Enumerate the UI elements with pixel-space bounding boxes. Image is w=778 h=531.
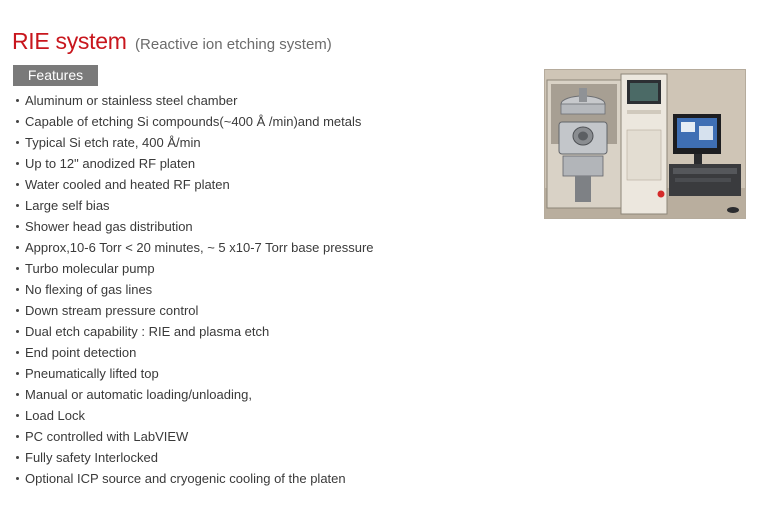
feature-text: Up to 12" anodized RF platen	[25, 156, 196, 171]
feature-item	[16, 237, 374, 258]
bullet-icon	[16, 225, 19, 228]
page-subtitle: (Reactive ion etching system)	[135, 36, 332, 53]
feature-item	[16, 216, 374, 237]
feature-text: Load Lock	[25, 408, 85, 423]
feature-item	[16, 300, 374, 321]
feature-list	[16, 90, 374, 489]
feature-text: Large self bias	[25, 198, 110, 213]
feature-item	[16, 279, 374, 300]
feature-text: Water cooled and heated RF platen	[25, 177, 230, 192]
feature-item	[16, 363, 374, 384]
bullet-icon	[16, 99, 19, 102]
feature-text: Fully safety Interlocked	[25, 450, 158, 465]
feature-item	[16, 174, 374, 195]
feature-text: PC controlled with LabVIEW	[25, 429, 189, 444]
feature-text: No flexing of gas lines	[25, 282, 153, 297]
bullet-icon	[16, 435, 19, 438]
bullet-icon	[16, 120, 19, 123]
page-title-row	[12, 28, 332, 58]
bullet-icon	[16, 204, 19, 207]
feature-text: Capable of etching Si compounds(~400 Å /min)and metals	[25, 114, 362, 129]
bullet-icon	[16, 141, 19, 144]
bullet-icon	[16, 456, 19, 459]
bullet-icon	[16, 477, 19, 480]
bullet-icon	[16, 288, 19, 291]
feature-text: Aluminum or stainless steel chamber	[25, 93, 238, 108]
feature-item	[16, 195, 374, 216]
feature-text: Typical Si etch rate, 400 Å/min	[25, 135, 201, 150]
feature-item	[16, 321, 374, 342]
bullet-icon	[16, 267, 19, 270]
feature-item	[16, 384, 374, 405]
feature-text: Manual or automatic loading/unloading,	[25, 387, 252, 402]
bullet-icon	[16, 393, 19, 396]
bullet-icon	[16, 351, 19, 354]
feature-item	[16, 447, 374, 468]
feature-item	[16, 342, 374, 363]
feature-item	[16, 405, 374, 426]
equipment-photo	[544, 69, 746, 219]
bullet-icon	[16, 330, 19, 333]
bullet-icon	[16, 309, 19, 312]
feature-item	[16, 90, 374, 111]
feature-text: Optional ICP source and cryogenic cooling of the platen	[25, 471, 346, 486]
feature-text: Turbo molecular pump	[25, 261, 155, 276]
bullet-icon	[16, 414, 19, 417]
feature-text: Approx,10-6 Torr < 20 minutes, ~ 5 x10-7 Torr base pressure	[25, 240, 374, 255]
feature-text: End point detection	[25, 345, 137, 360]
feature-item	[16, 426, 374, 447]
feature-item	[16, 468, 374, 489]
feature-item	[16, 132, 374, 153]
feature-item	[16, 258, 374, 279]
feature-text: Shower head gas distribution	[25, 219, 193, 234]
bullet-icon	[16, 162, 19, 165]
page-title: RIE system	[12, 28, 127, 54]
feature-text: Down stream pressure control	[25, 303, 199, 318]
feature-item	[16, 111, 374, 132]
feature-text: Pneumatically lifted top	[25, 366, 159, 381]
bullet-icon	[16, 246, 19, 249]
rie-system-illustration	[545, 70, 745, 218]
feature-item	[16, 153, 374, 174]
bullet-icon	[16, 183, 19, 186]
features-badge: Features	[13, 65, 98, 86]
bullet-icon	[16, 372, 19, 375]
feature-text: Dual etch capability : RIE and plasma etch	[25, 324, 270, 339]
